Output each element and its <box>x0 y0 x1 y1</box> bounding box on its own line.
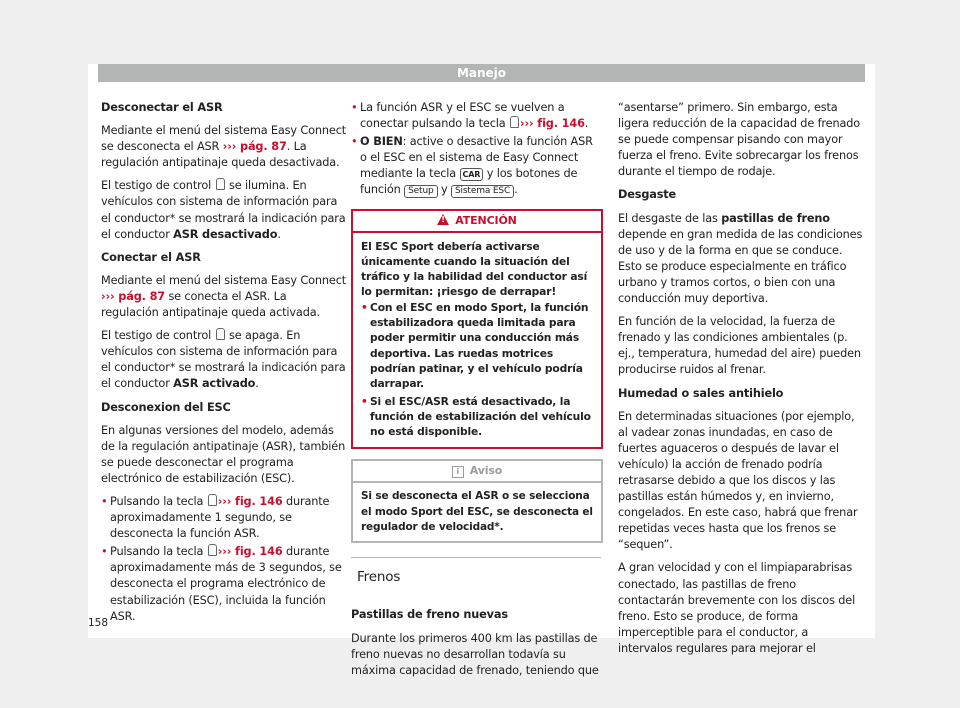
esc-button-icon <box>208 544 217 556</box>
warning-header: ! ATENCIÓN <box>353 211 601 233</box>
note-header: i Aviso <box>353 461 601 483</box>
heading-esc-off: Desconexion del ESC <box>101 400 231 414</box>
para-asr-on: Mediante el menú del sistema Easy Connect ››› pág. 87 se conecta el ASR. La regulación antipatinaje queda activada. <box>101 273 347 320</box>
para-esc-off: En algunas versiones del modelo, además de la regulación antipatinaje (ASR), también se puede desconectar el programa electrónico de estabilización (ESC). <box>101 423 346 485</box>
note-body: Si se desconecta el ASR o se selecciona el modo Sport del ESC, se desconecta el regulador de velocidad*. <box>361 490 593 534</box>
list-item: • Pulsando la tecla ››› fig. 146 durante aproximadamente 1 segundo, se desconecta la función ASR. <box>101 494 347 542</box>
para-asr-on-indicator: El testigo de control se apaga. En vehículos con sistema de información para el conductor* se mostrará la indicación para el conductor ASR activado. <box>101 329 346 391</box>
warning-triangle-icon: ! <box>437 214 449 225</box>
column-3 <box>618 100 864 664</box>
manual-page <box>88 64 875 677</box>
para-wipers: A gran velocidad y con el limpiaparabrisas conectado, las pastillas de freno contactarán brevemente con los discos del freno. Esto se produce, de forma imperceptible para el conductor, a intervalos regulares para mejorar el <box>618 561 856 655</box>
esc-warning-icon <box>216 328 225 340</box>
page-ref-link[interactable]: ››› pág. 87 <box>101 289 165 303</box>
para-asr-off: Mediante el menú del sistema Easy Connect se desconecta el ASR ››› pág. 87. La regulación antipatinaje queda desactivada. <box>101 124 347 170</box>
list-item: • Si el ESC/ASR está desactivado, la función de estabilización del vehículo no está disponible. <box>361 394 593 440</box>
para-humidity: En determinadas situaciones (por ejemplo, al vadear zonas inundadas, en caso de fuertes aguaceros o después de lavar el vehículo) la acción de frenado podría retrasarse debido a que los discos y las pastillas están húmedos y, en invierno, congelados. En este caso, habrá que frenar repetidas veces hasta que los frenos se “sequen”. <box>618 409 858 552</box>
list-item: • Pulsando la tecla ››› fig. 146 durante aproximadamente más de 3 segundos, se desconecta el programa electrónico de estabilización (ESC), incluida la función ASR. <box>101 544 347 624</box>
car-key-icon: CAR <box>460 168 484 181</box>
info-icon: i <box>452 466 464 478</box>
esc-button-icon <box>208 494 217 506</box>
heading-asr-off: Desconectar el ASR <box>101 101 223 114</box>
section-title: Frenos <box>351 569 603 585</box>
list-item: • O BIEN: active o desactive la función ASR o el ESC en el sistema de Easy Connect mediante la tecla CAR y los botones de función Setup y Sistema ESC . <box>351 134 603 198</box>
page-header: Manejo <box>98 64 865 82</box>
column-2 <box>351 100 603 686</box>
warning-box <box>351 209 603 450</box>
section-divider <box>351 557 601 558</box>
column-1 <box>101 100 347 627</box>
warning-body: El ESC Sport debería activarse únicamente cuando la situación del tráfico y la habilidad del conductor así lo permitan: ¡riesgo de derrapar! • Con el ESC en modo Sport, la función estabilizadora queda limitada para poder permitir una conducción más deportiva. Las ruedas motrices podrían patinar, y el vehículo podría darrapar. • Si el ESC/ASR está desactivado, la función de estabilización del vehículo no está disponible. <box>353 233 601 448</box>
note-box <box>351 459 603 543</box>
setup-key: Setup <box>404 185 437 198</box>
sistema-esc-key: Sistema ESC <box>451 185 514 198</box>
heading-new-pads: Pastillas de freno nuevas <box>351 608 508 622</box>
page-ref-link[interactable]: ››› pág. 87 <box>222 140 287 154</box>
list-item: • Con el ESC en modo Sport, la función estabilizadora queda limitada para poder permitir una conducción más deportiva. Las ruedas motrices podrían patinar, y el vehículo podría darrapar. <box>361 300 593 392</box>
esc-button-icon <box>510 116 519 128</box>
para-noise: En función de la velocidad, la fuerza de frenado y las condiciones ambientales (p. ej., temperatura, humedad del aire) pueden producirse ruidos al frenar. <box>618 315 861 377</box>
figure-ref-link[interactable]: ››› fig. 146 <box>520 117 585 131</box>
figure-ref-link[interactable]: ››› fig. 146 <box>217 494 283 508</box>
heading-asr-on: Conectar el ASR <box>101 250 201 264</box>
figure-ref-link[interactable]: ››› fig. 146 <box>217 545 283 559</box>
para-new-pads: Durante los primeros 400 km las pastillas de freno nuevas no desarrollan todavía su máxima capacidad de frenado, teniendo que <box>351 631 599 677</box>
heading-humidity: Humedad o sales antihielo <box>618 386 784 400</box>
esc-warning-icon <box>216 178 225 190</box>
list-item: • La función ASR y el ESC se vuelven a conectar pulsando la tecla ››› fig. 146. <box>351 100 603 132</box>
para-asr-off-indicator: El testigo de control se ilumina. En vehículos con sistema de información para el conductor* se mostrará la indicación para el conductor ASR desactivado. <box>101 179 346 241</box>
page-number: 158 <box>88 617 109 629</box>
heading-wear: Desgaste <box>618 188 677 202</box>
para-pads-cont: “asentarse” primero. Sin embargo, esta ligera reducción de la capacidad de frenado se puede compensar pisando con mayor fuerza el freno. Evite sobrecargar los frenos durante el tiempo de rodaje. <box>618 101 861 179</box>
para-wear: El desgaste de las pastillas de freno depende en gran medida de las condiciones de uso y de la forma en que se conduce. Esto se produce especialmente en tráfico urbano y tramos cortos, o bien con una conducción muy deportiva. <box>618 211 863 306</box>
